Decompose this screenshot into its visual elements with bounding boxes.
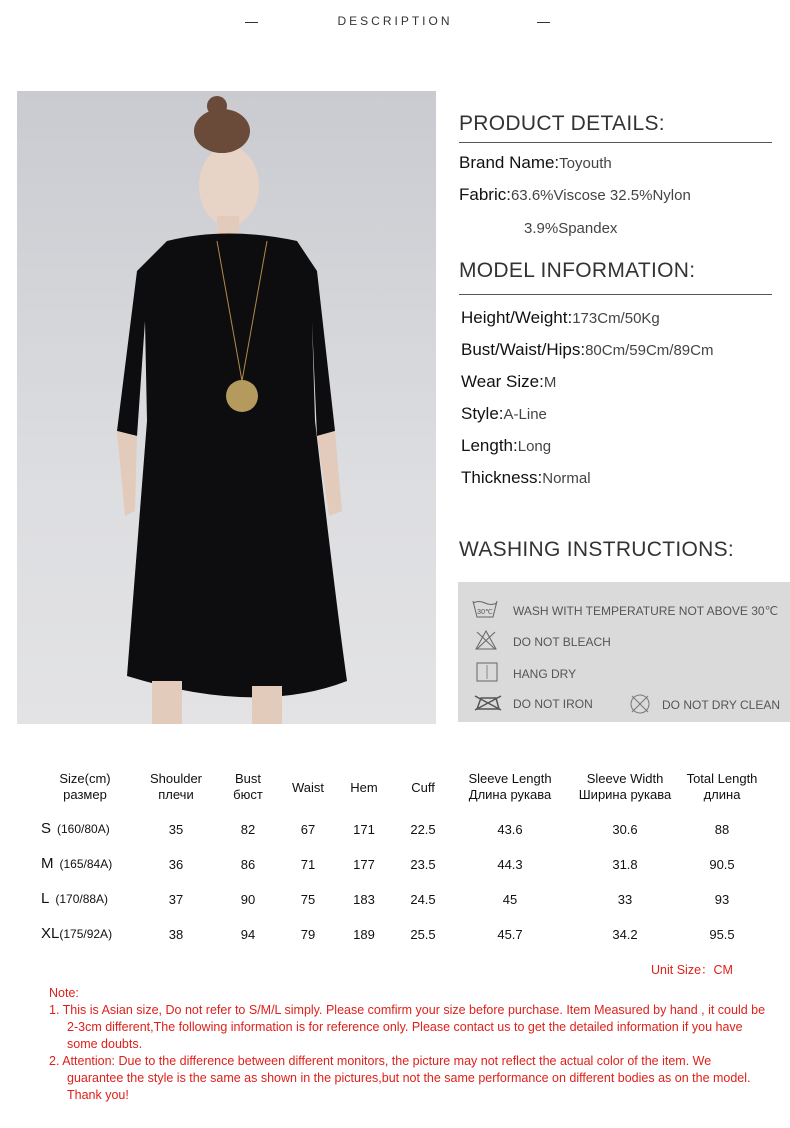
- table-cell: 71: [300, 857, 316, 872]
- value: 173Cm/50Kg: [572, 310, 660, 327]
- table-cell: 22.5: [410, 822, 436, 837]
- model-info-row: [461, 340, 713, 360]
- table-cell: 37: [168, 892, 184, 907]
- model-info-row: [461, 308, 660, 328]
- table-cell: 88: [714, 822, 730, 837]
- label: Bust/Waist/Hips:: [461, 340, 586, 359]
- table-cell: 43.6: [497, 822, 523, 837]
- header-en: Bust: [234, 771, 261, 786]
- hang-dry-icon: [476, 662, 498, 682]
- wash-text: WASH WITH TEMPERATURE NOT ABOVE 30℃: [513, 604, 779, 618]
- header-ru: бюст: [233, 787, 263, 802]
- table-cell: 24.5: [410, 892, 436, 907]
- header-ru: Длина рукава: [468, 787, 552, 802]
- washing-instructions-panel: [458, 582, 790, 722]
- table-cell: 189: [353, 927, 375, 942]
- size: M: [41, 855, 54, 872]
- no-iron-text: DO NOT IRON: [513, 697, 593, 711]
- table-cell: 34.2: [612, 927, 638, 942]
- size-label: [41, 890, 108, 907]
- value: Long: [517, 438, 552, 455]
- column-header: [468, 771, 551, 803]
- column-header: [150, 771, 202, 803]
- model-info-heading: MODEL INFORMATION:: [459, 259, 696, 282]
- table-cell: 93: [714, 892, 730, 907]
- table-cell: 86: [240, 857, 256, 872]
- table-cell: 45: [502, 892, 518, 907]
- header-ru: размер: [63, 787, 107, 802]
- table-cell: 90.5: [709, 857, 735, 872]
- label: Height/Weight:: [461, 308, 573, 327]
- header-en: Size(cm): [59, 771, 111, 786]
- table-cell: 95.5: [709, 927, 735, 942]
- table-cell: 171: [353, 822, 375, 837]
- header-en: Total Length: [686, 771, 758, 786]
- label: Thickness:: [461, 468, 543, 487]
- no-dry-clean-text: DO NOT DRY CLEAN: [662, 698, 781, 712]
- table-cell: 183: [353, 892, 375, 907]
- value: A-Line: [503, 406, 547, 423]
- header-ru: длина: [703, 787, 741, 802]
- size-label: [41, 855, 112, 872]
- label: Brand Name:: [459, 153, 560, 172]
- value: 63.6%Viscose 32.5%Nylon: [510, 187, 691, 204]
- no-dry-clean-icon: [629, 694, 651, 714]
- column-header: [579, 771, 671, 803]
- size-code: (175/92A): [59, 927, 113, 941]
- table-cell: 67: [300, 822, 316, 837]
- note-title: Note:: [49, 986, 79, 1000]
- table-cell: 94: [240, 927, 256, 942]
- no-iron-icon: [474, 695, 502, 711]
- table-cell: 90: [240, 892, 256, 907]
- note-1: 1. This is Asian size, Do not refer to S/M/L simply. Please comfirm your size before purchase. Item Measured by hand , it could be 2-3cm different,The following information is for reference only. Please contact us to get the detailed information if you have some doubts.: [49, 1003, 766, 1051]
- model-info-row: [461, 468, 591, 488]
- brand-row: [459, 153, 612, 173]
- header-en: Hem: [350, 780, 378, 795]
- size-label: [41, 820, 110, 837]
- table-cell: 75: [300, 892, 316, 907]
- header-en: Waist: [291, 780, 325, 795]
- column-header: [350, 780, 377, 796]
- table-cell: 31.8: [612, 857, 638, 872]
- size: S: [41, 820, 52, 837]
- table-cell: 25.5: [410, 927, 436, 942]
- table-cell: 23.5: [410, 857, 436, 872]
- table-cell: 38: [168, 927, 184, 942]
- table-cell: 35: [168, 822, 184, 837]
- size-label: [41, 925, 112, 942]
- divider: [459, 294, 772, 295]
- label: Length:: [461, 436, 518, 455]
- size-code: (165/84A): [59, 857, 113, 871]
- column-header: [59, 771, 110, 803]
- svg-text:30℃: 30℃: [477, 609, 493, 616]
- header-en: Sleeve Width: [586, 771, 664, 786]
- hang-dry-text: HANG DRY: [513, 667, 577, 681]
- model-info-row: [461, 372, 556, 392]
- table-cell: 79: [300, 927, 316, 942]
- wash-30-icon: [472, 599, 498, 619]
- table-cell: 45.7: [497, 927, 523, 942]
- section-title: DESCRIPTION: [337, 14, 453, 28]
- washing-heading: WASHING INSTRUCTIONS:: [459, 538, 735, 561]
- header-en: Cuff: [411, 780, 435, 795]
- label: Fabric:: [459, 185, 511, 204]
- size: L: [41, 890, 50, 907]
- value: M: [543, 374, 557, 391]
- header-en: Shoulder: [149, 771, 203, 786]
- model-photo: [17, 91, 436, 724]
- fabric-row: [459, 185, 691, 205]
- size-code: (160/80A): [57, 822, 110, 836]
- value: Toyouth: [559, 155, 612, 172]
- table-cell: 33: [617, 892, 633, 907]
- header-en: Sleeve Length: [468, 771, 552, 786]
- product-details-heading: PRODUCT DETAILS:: [459, 112, 665, 135]
- column-header: [687, 771, 758, 803]
- model-info-row: [461, 436, 551, 456]
- table-cell: 177: [353, 857, 375, 872]
- divider: [459, 142, 772, 143]
- header-ru: Ширина рукава: [578, 787, 672, 802]
- table-cell: 82: [240, 822, 256, 837]
- no-bleach-text: DO NOT BLEACH: [513, 635, 611, 649]
- model-info-row: [461, 404, 547, 424]
- table-cell: 44.3: [497, 857, 523, 872]
- column-header: [411, 780, 435, 796]
- size: XL: [41, 925, 60, 942]
- fabric-row-2: [524, 218, 617, 238]
- header-ru: плечи: [158, 787, 194, 802]
- table-cell: 30.6: [612, 822, 638, 837]
- note-2: 2. Attention: Due to the difference between different monitors, the picture may not reflect the actual color of the item. We guarantee the style is the same as shown in the pictures,but not the same performance on different bodies as on the model. Thank you!: [49, 1054, 751, 1102]
- value: 3.9%Spandex: [524, 220, 618, 237]
- table-cell: 36: [168, 857, 184, 872]
- value: Normal: [542, 470, 591, 487]
- value: 80Cm/59Cm/89Cm: [585, 342, 714, 359]
- label: Wear Size:: [461, 372, 544, 391]
- label: Style:: [461, 404, 504, 423]
- column-header: [233, 771, 263, 803]
- unit-size: Unit Size：CM: [651, 963, 733, 977]
- column-header: [292, 780, 324, 796]
- size-code: (170/88A): [55, 892, 109, 906]
- no-bleach-icon: [475, 630, 497, 650]
